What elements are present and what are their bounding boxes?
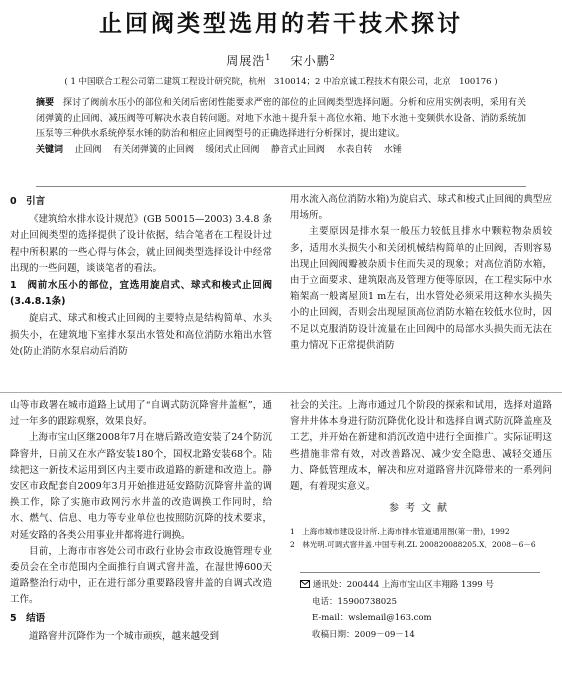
envelope-icon: [300, 580, 310, 588]
paragraph: 用水流入高位消防水箱)为旋启式、球式和梭式止回阀的典型应用场所。: [290, 194, 552, 222]
author-name: 宋小鹏: [290, 54, 330, 68]
paragraph: 目前，上海市市容处公司市政行业协会市政设施管理专业委员会在全市范围内全面推行自调式窨井盖，在湿世博600天道路整治行动中，正在进行部分重要路段窨井盖的自调式改造工作。: [10, 545, 272, 606]
section-heading: 1 阀前水压小的部位，宜选用旋启式、球式和梭式止回阀(3.4.8.1条): [10, 280, 272, 308]
contact-block: [300, 577, 540, 643]
section-heading: 0 引言: [10, 196, 46, 207]
paper-title: 止回阀类型选用的若干技术探讨: [99, 11, 463, 37]
left-column-top: [10, 192, 272, 360]
reference-item: 2 林光明.可调式窨井盖.中国专利.ZL 200820088205.X．2008－6－6: [290, 540, 536, 550]
section-heading: 5 结语: [10, 612, 46, 624]
paragraph: 山等市政署在城市道路上试用了“自调式防沉降窨井盖框”，通过一年多的跟踪观察，效果良好。: [10, 400, 272, 428]
keywords-line: [36, 143, 526, 159]
author-line: [0, 52, 562, 69]
paragraph: 《建筑给水排水设计规范》(GB 50015—2003) 3.4.8 条对止回阀类型的选择提供了设计依据，结合笔者在工程设计过程中所积累的一些心得与体会，就止回阀类型选择设计中经常出现的一些问题，谈谈笔者的看法。: [10, 214, 272, 274]
author-name: 周展浩: [226, 54, 266, 68]
contact-email: E-mail：wslemail@163.com: [312, 613, 432, 623]
contact-address: 通讯处：200444 上海市宝山区丰翔路 1399 号: [312, 580, 494, 590]
author-sup: 2: [329, 53, 336, 62]
contact-divider: [300, 572, 540, 573]
abstract-text: 探讨了阀前水压小的部位和关闭后密闭性能要求严密的部位的止回阀类型选择问题。分析和应用实例表明，采用有关闭弹簧的止回阀、减压阀等可解决水表自转问题。对地下水池＋提升泵＋高位水箱、地下水池＋变频供水设备、消防系统加压泵等三种供水系统停泵水锤的防治和相应止回阀型号的正确选择进行分析探讨，提出建议。: [36, 98, 526, 139]
reference-list: [290, 525, 552, 551]
reference-item: 1 上海市城市建设设计所.上海市排水管道通用图(第一册)，1992: [290, 527, 510, 537]
contact-phone: 电话：15900738025: [312, 596, 397, 607]
references-heading: 参考文献: [389, 503, 453, 515]
paragraph: 旋启式、球式和梭式止回阀的主要特点是结构简单、水头损失小，在建筑地下室排水泵出水管处和高位消防水箱出水管处(防止消防水泵启动后消防: [10, 313, 272, 357]
keywords-label: 关键词: [36, 144, 64, 155]
received-date: 收稿日期：2009－09－14: [312, 629, 415, 640]
keyword: 止回阀: [74, 144, 102, 155]
abstract-label: 摘要: [36, 98, 55, 108]
keyword: 水表自转: [336, 144, 373, 155]
keyword: 水锤: [383, 144, 402, 155]
paragraph: 社会的关注。上海市通过几个阶段的探索和试用，选择对道路窨井井体本身进行防沉降优化设计和选择自调式防沉降盖座及工艺，并开始在新建和消沉改造中进行全面推广。实际证明这些措施非常有效，对改善路况、减少安全隐患、减轻交通压力、降低管理成本，解决和应对道路窨井沉降带来的一系列问题，有着现实意义。: [290, 400, 552, 493]
abstract-block: [36, 96, 526, 158]
keyword: 静音式止回阀: [270, 144, 325, 155]
affiliation: ( 1 中国联合工程公司第二建筑工程设计研究院，杭州 310014；2 中冶京诚工程技术有限公司，北京 100176 ): [64, 77, 498, 87]
keyword: 有关闭弹簧的止回阀: [112, 144, 194, 155]
left-column-bottom: [10, 398, 272, 645]
paragraph: 道路窨井沉降作为一个城市顽疾，越来越受到: [29, 630, 220, 642]
page-join-divider: [0, 392, 562, 393]
divider: [36, 186, 526, 187]
paragraph: 主要原因是排水泵一般压力较低且排水中颗粒物杂质较多，适用水头损失小和关闭机械结构简单的止回阀，否则容易出现止回阀阀瓣被杂质卡住而失灵的现象；对高位消防水箱，由于立面要求、建筑限高及管理方便等原因，在工程实际中水箱架高一般离屋顶1 m左右，出水管处必须采用这种水头损失小的止回阀，否则会出现屋顶高位消防水箱在较低水位时，因不足以克服消防设计流量在止回阀中的局部水头损失而无法在重力情况下正常提供消防: [290, 226, 552, 351]
paragraph: 上海市宝山区继2008年7月在塘后路改造安装了24个防沉降窨井，日前又在水产路安装180个，国权北路安装68个。陆续把这一新技术运用到区内主要市政道路的新建和改造上。静安区市政配套自2009年3月开始推进延安路防沉降窨井盖的调换工作，除了实施市政网污水井盖的改造调换工作同时，给水、燃气、信息、电力等专业单位也按照防沉降的技术要求，对延安路的各类公用事业井都将进行调换。: [10, 432, 272, 541]
author-sup: 1: [265, 53, 272, 62]
right-column-top: [290, 192, 552, 354]
right-column-bottom: [290, 398, 552, 551]
keyword: 缓闭式止回阀: [205, 144, 260, 155]
